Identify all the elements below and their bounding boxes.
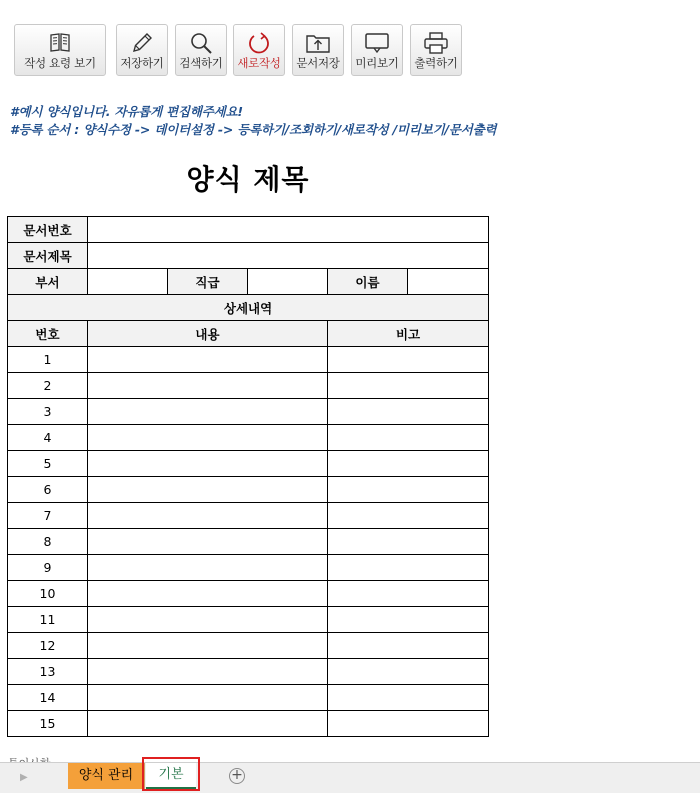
guide-label: 작성 요령 보기 bbox=[24, 56, 96, 70]
name-cell[interactable] bbox=[408, 269, 489, 295]
row-note-cell[interactable] bbox=[328, 477, 489, 503]
row-content-cell[interactable] bbox=[88, 685, 328, 711]
dept-label: 부서 bbox=[8, 269, 88, 295]
monitor-icon bbox=[363, 30, 391, 56]
table-row bbox=[8, 451, 489, 477]
folder-upload-icon bbox=[304, 30, 332, 56]
table-row bbox=[8, 347, 489, 373]
table-row bbox=[8, 373, 489, 399]
preview-label: 미리보기 bbox=[355, 56, 399, 70]
row-content-cell[interactable] bbox=[88, 529, 328, 555]
row-number: 3 bbox=[8, 399, 88, 425]
row-note-cell[interactable] bbox=[328, 451, 489, 477]
row-number: 4 bbox=[8, 425, 88, 451]
row-content-cell[interactable] bbox=[88, 399, 328, 425]
row-note-cell[interactable] bbox=[328, 555, 489, 581]
pencil-icon bbox=[129, 30, 155, 56]
row-number: 12 bbox=[8, 633, 88, 659]
form-table bbox=[7, 216, 489, 737]
preview-button[interactable] bbox=[351, 24, 403, 76]
refresh-icon bbox=[246, 30, 272, 56]
row-note-cell[interactable] bbox=[328, 633, 489, 659]
name-label: 이름 bbox=[328, 269, 408, 295]
magnifier-icon bbox=[188, 30, 214, 56]
save-button[interactable] bbox=[116, 24, 168, 76]
row-note-cell[interactable] bbox=[328, 659, 489, 685]
row-number: 11 bbox=[8, 607, 88, 633]
row-content-cell[interactable] bbox=[88, 711, 328, 737]
row-number: 13 bbox=[8, 659, 88, 685]
sheet-tab-bar bbox=[0, 762, 700, 793]
note-line-2: #등록 순서 : 양식수정 -> 데이터설정 -> 등록하기/조회하기/새로작성 /미리보기/문서출력 bbox=[10, 122, 497, 137]
col-no-header: 번호 bbox=[8, 321, 88, 347]
row-number: 8 bbox=[8, 529, 88, 555]
dept-cell[interactable] bbox=[88, 269, 168, 295]
doc-title-cell[interactable] bbox=[88, 243, 489, 269]
search-button[interactable] bbox=[175, 24, 227, 76]
printer-icon bbox=[422, 30, 450, 56]
row-note-cell[interactable] bbox=[328, 529, 489, 555]
tab-form-manage[interactable]: 양식 관리 bbox=[68, 763, 145, 789]
doc-title-label: 문서제목 bbox=[8, 243, 88, 269]
row-content-cell[interactable] bbox=[88, 347, 328, 373]
row-number: 15 bbox=[8, 711, 88, 737]
row-content-cell[interactable] bbox=[88, 425, 328, 451]
note-line-1: #예시 양식입니다. 자유롭게 편집해주세요! bbox=[10, 104, 243, 119]
tab-scroll-icon[interactable]: ▶ bbox=[20, 772, 28, 783]
doc-save-label: 문서저장 bbox=[296, 56, 340, 70]
search-label: 검색하기 bbox=[179, 56, 223, 70]
row-note-cell[interactable] bbox=[328, 373, 489, 399]
new-button[interactable] bbox=[233, 24, 285, 76]
table-row bbox=[8, 529, 489, 555]
table-row bbox=[8, 685, 489, 711]
row-content-cell[interactable] bbox=[88, 451, 328, 477]
row-note-cell[interactable] bbox=[328, 503, 489, 529]
row-note-cell[interactable] bbox=[328, 399, 489, 425]
rank-cell[interactable] bbox=[248, 269, 328, 295]
row-content-cell[interactable] bbox=[88, 633, 328, 659]
table-row bbox=[8, 607, 489, 633]
print-button[interactable] bbox=[410, 24, 462, 76]
form-sheet bbox=[7, 216, 488, 737]
doc-no-label: 문서번호 bbox=[8, 217, 88, 243]
row-number: 14 bbox=[8, 685, 88, 711]
row-note-cell[interactable] bbox=[328, 711, 489, 737]
row-note-cell[interactable] bbox=[328, 347, 489, 373]
tab-basic[interactable]: 기본 bbox=[146, 763, 196, 789]
new-label: 새로작성 bbox=[237, 56, 281, 70]
row-number: 7 bbox=[8, 503, 88, 529]
row-note-cell[interactable] bbox=[328, 425, 489, 451]
row-note-cell[interactable] bbox=[328, 685, 489, 711]
row-note-cell[interactable] bbox=[328, 581, 489, 607]
row-content-cell[interactable] bbox=[88, 373, 328, 399]
col-content-header: 내용 bbox=[88, 321, 328, 347]
row-content-cell[interactable] bbox=[88, 581, 328, 607]
row-note-cell[interactable] bbox=[328, 607, 489, 633]
table-row bbox=[8, 555, 489, 581]
table-row bbox=[8, 659, 489, 685]
row-content-cell[interactable] bbox=[88, 503, 328, 529]
detail-section-header: 상세내역 bbox=[8, 295, 489, 321]
row-content-cell[interactable] bbox=[88, 477, 328, 503]
add-sheet-icon[interactable]: + bbox=[229, 768, 245, 784]
row-content-cell[interactable] bbox=[88, 555, 328, 581]
table-row bbox=[8, 425, 489, 451]
book-icon bbox=[48, 30, 72, 54]
row-number: 10 bbox=[8, 581, 88, 607]
row-number: 5 bbox=[8, 451, 88, 477]
row-number: 9 bbox=[8, 555, 88, 581]
table-row bbox=[8, 711, 489, 737]
table-row bbox=[8, 477, 489, 503]
doc-no-cell[interactable] bbox=[88, 217, 489, 243]
table-row bbox=[8, 581, 489, 607]
print-label: 출력하기 bbox=[414, 56, 458, 70]
col-note-header: 비고 bbox=[328, 321, 489, 347]
form-title[interactable]: 양식 제목 bbox=[186, 163, 310, 196]
save-label: 저장하기 bbox=[120, 56, 164, 70]
doc-save-button[interactable] bbox=[292, 24, 344, 76]
toolbar bbox=[0, 0, 700, 90]
row-content-cell[interactable] bbox=[88, 659, 328, 685]
guide-button[interactable] bbox=[14, 24, 106, 76]
table-row bbox=[8, 399, 489, 425]
table-row bbox=[8, 503, 489, 529]
row-number: 6 bbox=[8, 477, 88, 503]
row-content-cell[interactable] bbox=[88, 607, 328, 633]
row-number: 2 bbox=[8, 373, 88, 399]
row-number: 1 bbox=[8, 347, 88, 373]
table-row bbox=[8, 633, 489, 659]
rank-label: 직급 bbox=[168, 269, 248, 295]
